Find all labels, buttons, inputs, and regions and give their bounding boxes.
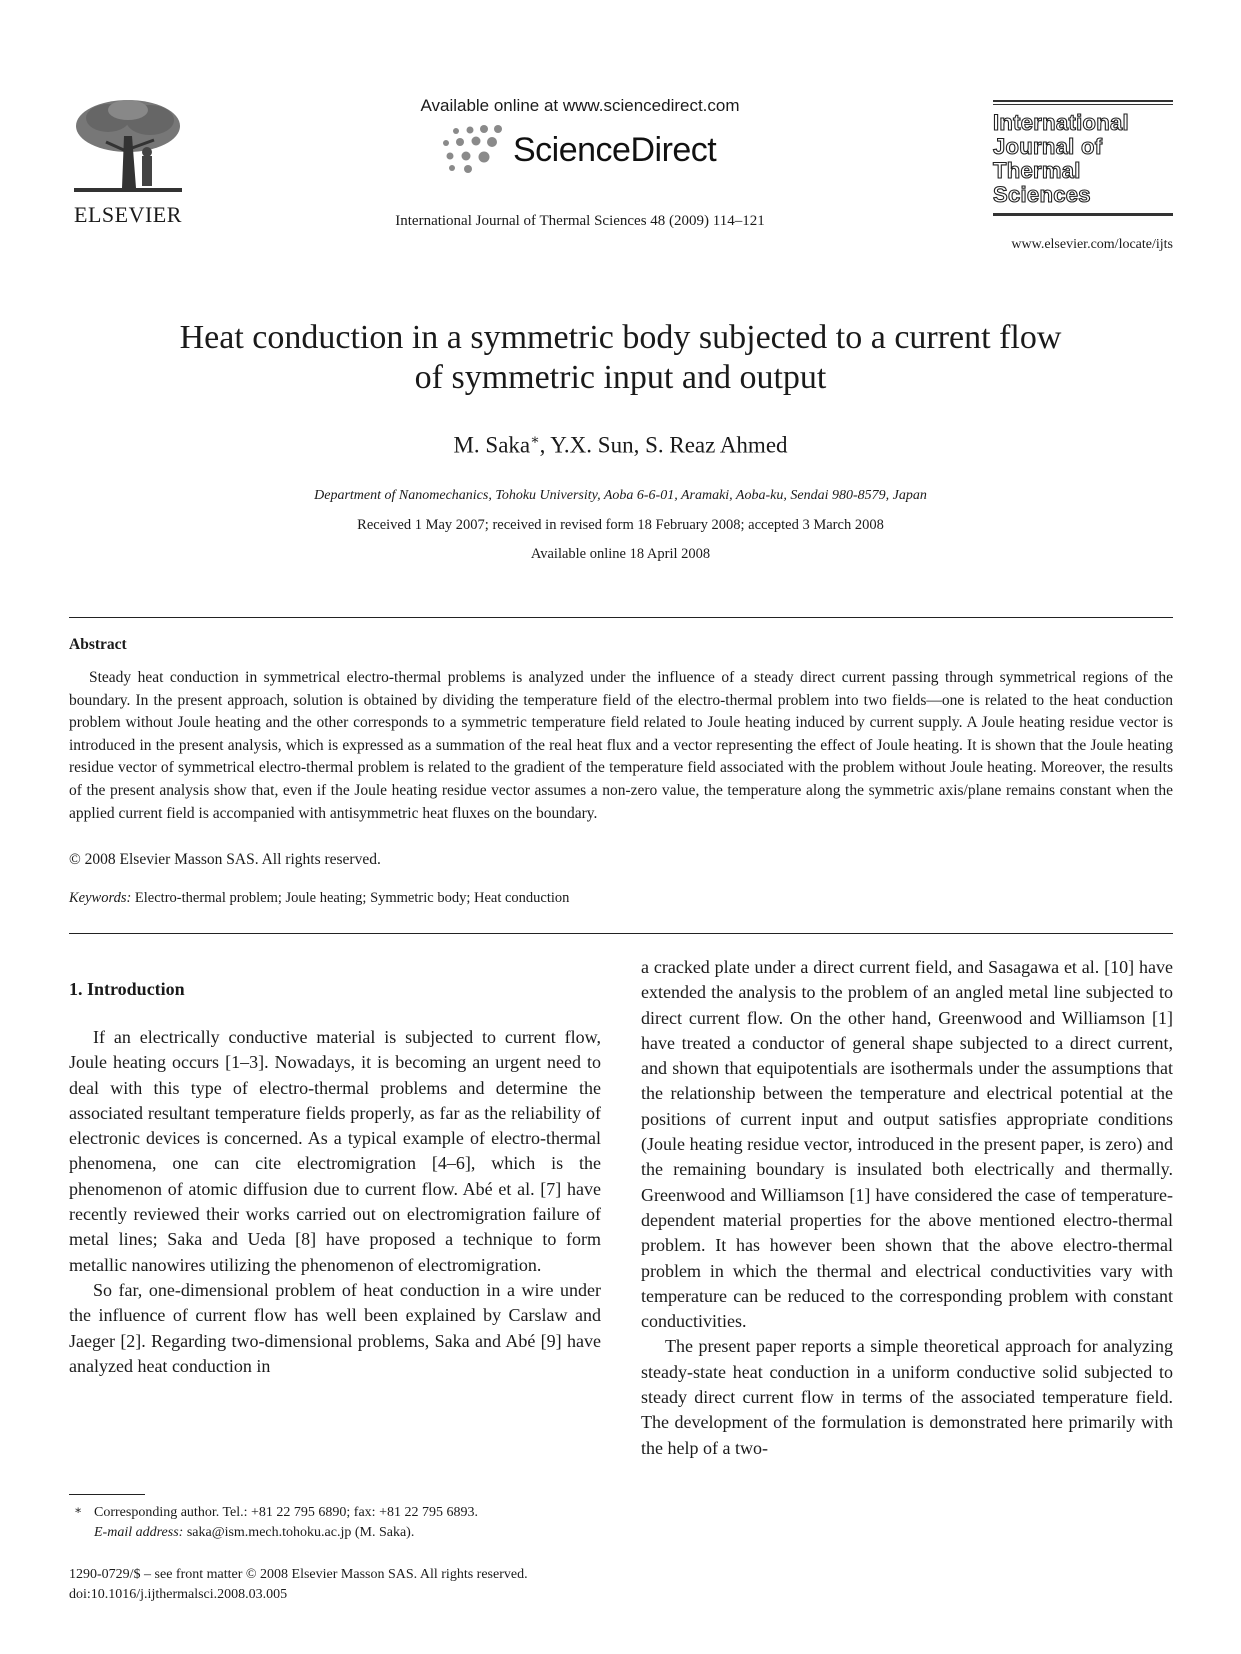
email-address: saka@ism.mech.tohoku.ac.jp (M. Saka). — [183, 1525, 415, 1540]
journal-logo-line: Journal of — [993, 134, 1103, 159]
authors-other: , Y.X. Sun, S. Reaz Ahmed — [539, 432, 788, 458]
sciencedirect-logo — [438, 125, 738, 177]
journal-logo-title — [993, 111, 1173, 207]
divider-bottom — [69, 933, 1173, 934]
section-heading-introduction: 1. Introduction — [69, 979, 185, 999]
paper-title — [60, 318, 1181, 398]
journal-url: www.elsevier.com/locate/ijts — [1011, 237, 1173, 252]
keywords-list: Electro-thermal problem; Joule heating; Symmetric body; Heat conduction — [134, 890, 570, 906]
paper-title-line2: of symmetric input and output — [414, 359, 827, 396]
journal-logo-rule-top — [993, 100, 1173, 102]
journal-logo-line: International — [993, 110, 1129, 135]
available-online-date: Available online 18 April 2008 — [530, 546, 711, 562]
body-paragraph: If an electrically conductive material is subjected to current flow, Joule heating occurs [1–3]. Nowadays, it is becoming an urgent need to deal with this type of electro-thermal problems and determine the associated resultant temperature fields properly, as far as the reliability of electronic devices is concerned. As a typical example of electro-thermal phenomena, one can cite electromigration [4–6], which is the phenomenon of atomic diffusion due to current flow. Abé et al. [7] have recently reviewed their works carried out on electromigration failure of metal lines; Saka and Ueda [8] have proposed a technique to form metallic nanowires utilizing the phenomenon of electromigration. — [69, 1027, 601, 1275]
journal-logo-rule-top-thin — [993, 104, 1173, 105]
affiliation: Department of Nanomechanics, Tohoku University, Aoba 6-6-01, Aramaki, Aoba-ku, Sendai 980-8579, Japan — [314, 488, 927, 503]
body-paragraph: a cracked plate under a direct current field, and Sasagawa et al. [10] have extended the analysis to the problem of an angled metal line subjected to direct current flow. On the other hand, Greenwood and Williamson [1] have treated a conductor of general shape subjected to a direct current, and shown that equipotentials are isothermals under the assumptions that the relationship between the temperature and electrical potential at the positions of current input and output satisfies appropriate conditions (Joule heating residue vector, introduced in the present paper, is zero) and the remaining boundary is insulated both electrically and thermally. Greenwood and Williamson [1] have considered the case of temperature-dependent material properties for the above mentioned electro-thermal problem. It has however been shown that the above electro-thermal problem in which the thermal and electrical conductivities vary with temperature can be reduced to the corresponding problem with constant conductivities. — [641, 957, 1173, 1332]
journal-reference: International Journal of Thermal Sciences 48 (2009) 114–121 — [395, 213, 765, 229]
elsevier-logo — [68, 96, 188, 232]
available-online-text: Available online at www.sciencedirect.com — [420, 96, 740, 115]
issn-line: 1290-0729/$ – see front matter © 2008 Elsevier Masson SAS. All rights reserved. — [69, 1567, 528, 1582]
footnote — [69, 1503, 609, 1543]
author-corresponding: M. Saka — [453, 432, 531, 458]
divider-top — [69, 617, 1173, 618]
footnote-corresponding: Corresponding author. Tel.: +81 22 795 6890; fax: +81 22 795 6893. — [94, 1505, 478, 1520]
journal-logo-line: Sciences — [993, 182, 1091, 207]
received-dates: Received 1 May 2007; received in revised form 18 February 2008; accepted 3 March 2008 — [357, 517, 884, 533]
front-matter — [69, 1565, 669, 1605]
footnote-rule — [69, 1494, 145, 1495]
abstract-copyright: © 2008 Elsevier Masson SAS. All rights reserved. — [69, 851, 381, 868]
elsevier-wordmark: ELSEVIER — [74, 202, 182, 227]
paper-title-line1: Heat conduction in a symmetric body subjected to a current flow — [179, 319, 1062, 356]
body-paragraph: The present paper reports a simple theoretical approach for analyzing steady-state heat conduction in a uniform conductive solid subjected to steady direct current flow in terms of the associated temperature field. The development of the formulation is demonstrated here primarily with the help of a two- — [641, 1336, 1173, 1458]
abstract-paragraph: Steady heat conduction in symmetrical electro-thermal problems is analyzed under the influence of a steady direct current passing through symmetrical regions of the boundary. In the present approach, solution is obtained by dividing the temperature field of the electro-thermal problem into two fields—one is related to the heat conduction problem without Joule heating and the other corresponds to a symmetric temperature field related to Joule heating induced by current supply. A Joule heating residue vector is introduced in the present analysis, which is expressed as a summation of the real heat flux and a vector representing the effect of Joule heating. It is shown that the Joule heating residue vector of symmetrical electro-thermal problem is related to the gradient of the temperature field associated with the problem without Joule heating. Moreover, the results of the present analysis show that, even if the Joule heating residue vector assumes a non-zero value, the temperature along the symmetric axis/plane remains constant when the applied current field is accompanied with antisymmetric heat fluxes on the boundary. — [69, 669, 1173, 822]
corresponding-author-mark: ∗ — [530, 433, 540, 448]
footnote-email — [69, 1523, 609, 1543]
journal-logo-rule-bottom — [993, 214, 1173, 216]
elsevier-tree-icon — [68, 96, 188, 200]
keywords — [69, 890, 1173, 907]
abstract-body — [69, 667, 1173, 825]
sciencedirect-wordmark: ScienceDirect — [513, 131, 717, 169]
keywords-label: Keywords: — [69, 890, 132, 906]
body-paragraph: So far, one-dimensional problem of heat conduction in a wire under the influence of current flow has well been explained by Carslaw and Jaeger [2]. Regarding two-dimensional problems, Saka and Abé [9] have analyzed heat conduction in — [69, 1279, 601, 1376]
footnote-mark: ∗ — [74, 1503, 83, 1517]
email-label: E-mail address: — [94, 1525, 184, 1540]
doi-line: doi:10.1016/j.ijthermalsci.2008.03.005 — [69, 1587, 288, 1602]
sciencedirect-dots-icon — [438, 125, 508, 175]
journal-logo-line: Thermal — [993, 158, 1081, 183]
column-left — [69, 1025, 601, 1379]
journal-logo — [993, 100, 1173, 216]
abstract-heading: Abstract — [69, 636, 127, 653]
author-list — [60, 432, 1181, 459]
column-right — [641, 955, 1173, 1461]
